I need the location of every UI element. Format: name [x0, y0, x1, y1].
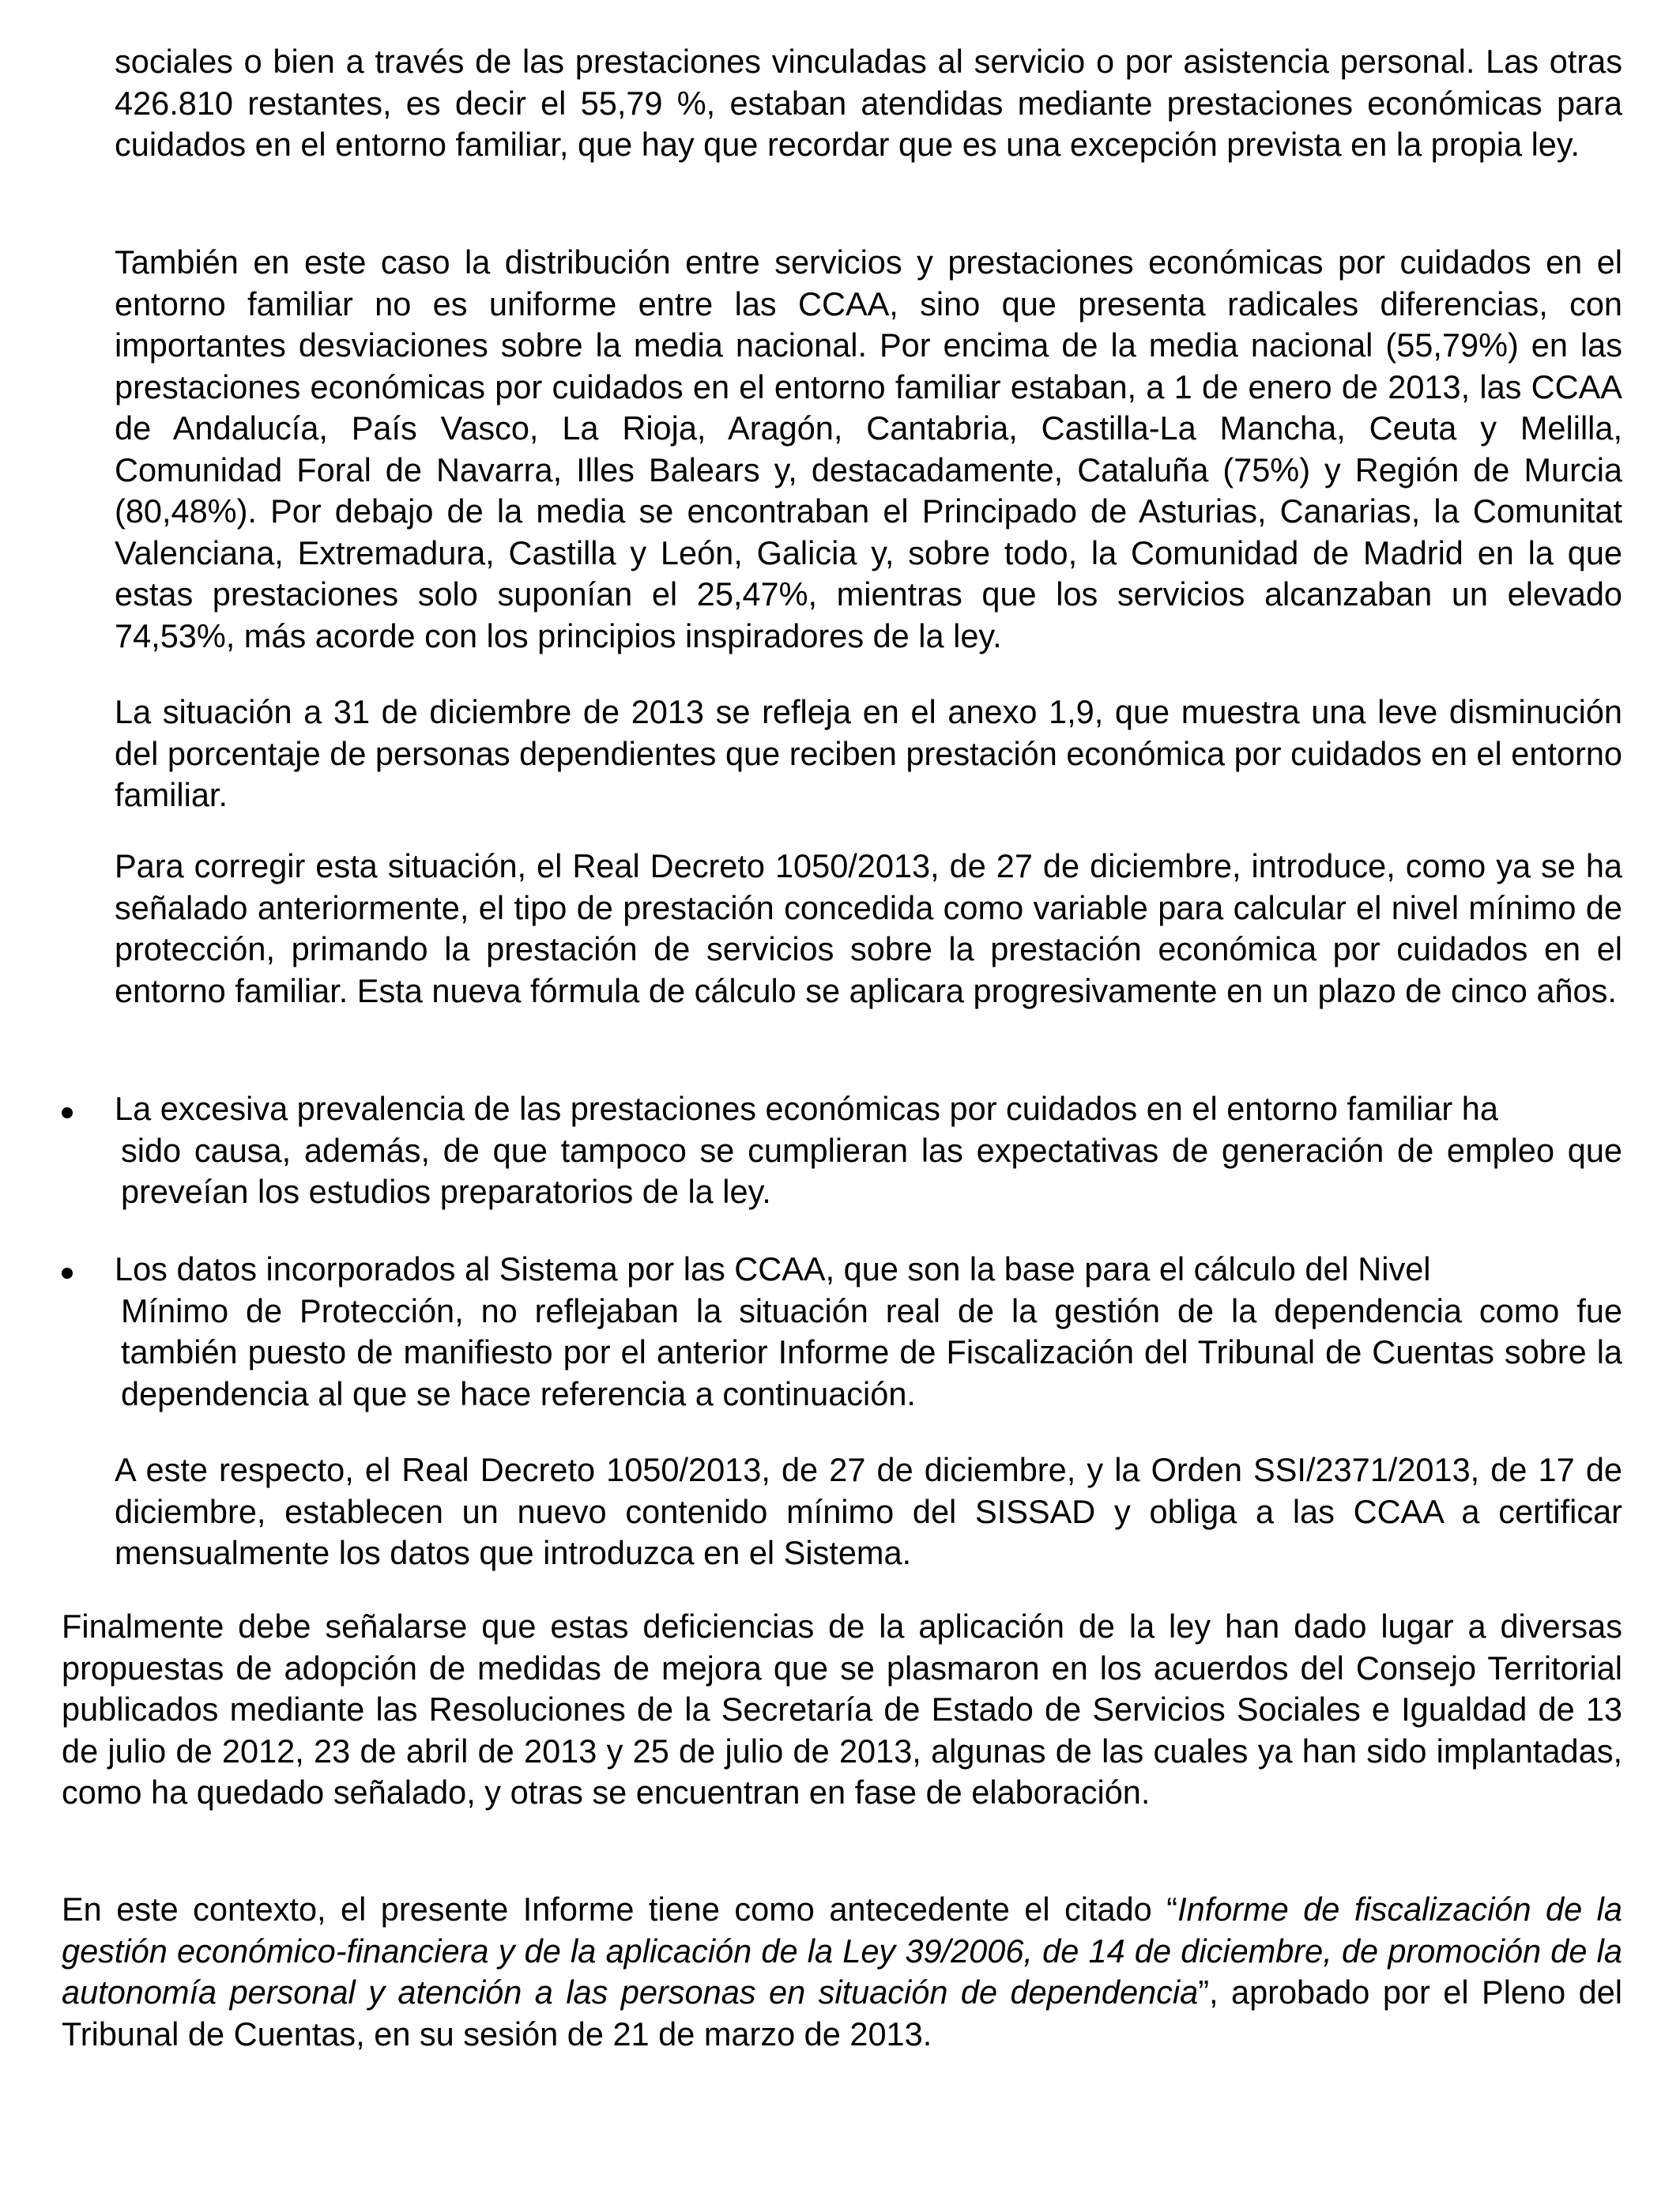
paragraph-orden-ssi: A este respecto, el Real Decreto 1050/2013, de 27 de diciembre, y la Orden SSI/2371/2013, de 17 de diciembre, establecen un nuevo contenido mínimo del SISSAD y obliga a las CCAA a certificar mensualmente los datos que introduzca en el Sistema. — [115, 1451, 1622, 1571]
bullet-continuation: sido causa, además, de que tampoco se cumplieran las expectativas de generación de empleo que preveían los estudios preparatorios de la ley. — [121, 1131, 1622, 1210]
bullet-continuation: Mínimo de Protección, no reflejaban la situación real de la gestión de la dependencia como fue también puesto de manifiesto por el anterior Informe de Fiscalización del Tribunal de Cuentas sobre la dependencia al que se hace referencia a continuación. — [121, 1291, 1622, 1412]
paragraph-situacion-diciembre: La situación a 31 de diciembre de 2013 se refleja en el anexo 1,9, que muestra una leve disminución del porcentaje de personas dependientes que reciben prestación económica por cuidados en el entorno familiar. — [115, 693, 1623, 813]
bullet-dot — [62, 1107, 73, 1118]
bullet-first-line: La excesiva prevalencia de las prestaciones económicas por cuidados en el entorno familiar ha — [115, 1090, 1498, 1127]
informe-title-italic: Informe de fiscalización de la gestión económico-financiera y de la aplicación de la Ley 39/2006, de 14 de diciembre, de promoción de la autonomía personal y atención a las personas en situación de dependencia — [62, 1891, 1622, 2011]
informe-intro-text: En este contexto, el presente Informe tiene como antecedente el citado “ — [62, 1891, 1178, 1928]
paragraph-real-decreto: Para corregir esta situación, el Real Decreto 1050/2013, de 27 de diciembre, introduce, como ya se ha señalado anteriormente, el tipo de prestación concedida como variable para calcular el nivel mínimo de protección, primando la prestación de servicios sobre la prestación económica por cuidados en el entorno familiar. Esta nueva fórmula de cálculo se aplicara progresivamente en un plazo de cinco años. — [115, 847, 1622, 1009]
paragraph-distribucion-ccaa: También en este caso la distribución entre servicios y prestaciones económicas por cuidados en el entorno familiar no es uniforme entre las CCAA, sino que presenta radicales diferencias, con importantes desviaciones sobre la media nacional. Por encima de la media nacional (55,79%) en las prestaciones económicas por cuidados en el entorno familiar estaban, a 1 de enero de 2013, las CCAA de Andalucía, País Vasco, La Rioja, Aragón, Cantabria, Castilla-La Mancha, Ceuta y Melilla, Comunidad Foral de Navarra, Illes Balears y, destacadamente, Cataluña (75%) y Región de Murcia (80,48%). Por debajo de la media se encontraban el Principado de Asturias, Canarias, la Comunitat Valenciana, Extremadura, Castilla y León, Galicia y, sobre todo, la Comunidad de Madrid en la que estas prestaciones solo suponían el 25,47%, mientras que los servicios alcanzaban un elevado 74,53%, más acorde con los principios inspiradores de la ley. — [115, 243, 1622, 654]
bullet-first-line: Los datos incorporados al Sistema por las CCAA, que son la base para el cálculo del Nivel — [115, 1250, 1431, 1287]
paragraph-finalmente: Finalmente debe señalarse que estas deficiencias de la aplicación de la ley han dado lugar a diversas propuestas de adopción de medidas de mejora que se plasmaron en los acuerdos del Consejo Territorial publicados mediante las Resoluciones de la Secretaría de Estado de Servicios Sociales e Igualdad de 13 de julio de 2012, 23 de abril de 2013 y 25 de julio de 2013, algunas de las cuales ya han sido implantadas, como ha quedado señalado, y otras se encuentran en fase de elaboración. — [62, 1608, 1622, 1811]
paragraph-contexto-informe — [62, 1889, 1622, 2055]
bullet-dot — [62, 1268, 73, 1279]
informe-approval-text: ”, aprobado por el Pleno del Tribunal de Cuentas, en su sesión de 21 de marzo de 2013. — [62, 1973, 1623, 2053]
paragraph-prestaciones-continuation: sociales o bien a través de las prestaciones vinculadas al servicio o por asistencia personal. Las otras 426.810 restantes, es decir el 55,79 %, estaban atendidas mediante prestaciones económicas para cuidados en el entorno familiar, que hay que recordar que es una excepción prevista en la propia ley. — [115, 43, 1622, 163]
